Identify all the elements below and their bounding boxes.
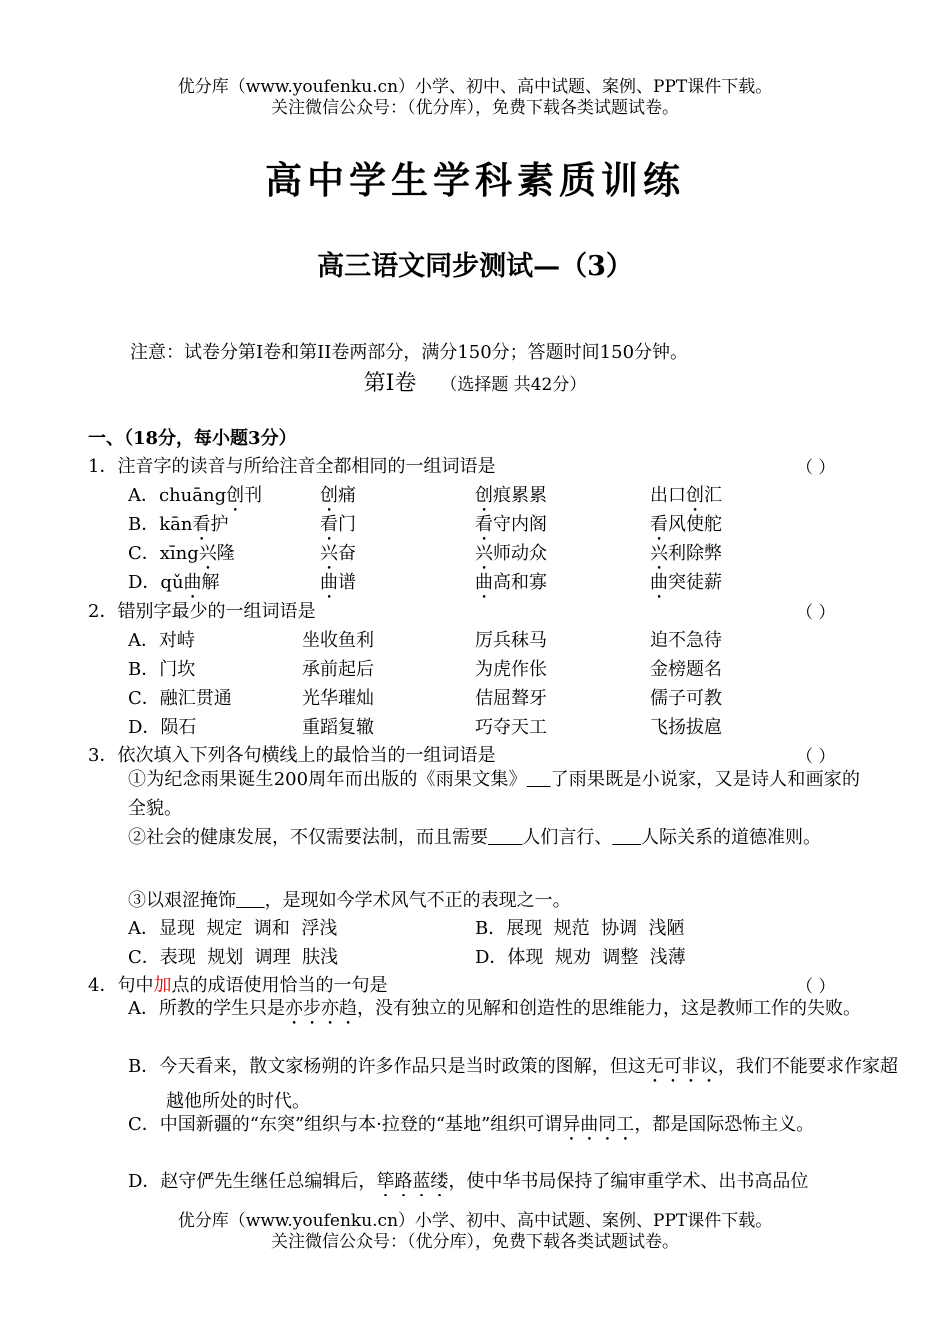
q3-option-d: D．体现 规劝 调整 浅薄 (475, 947, 686, 968)
footer-line-1: 优分库（www.youfenku.cn）小学、初中、高中试题、案例、PPT课件下载。 (177, 1211, 773, 1231)
q2-b-1: B．门坎 (128, 659, 196, 680)
question-2-stem: 2．错别字最少的一组词语是 (88, 601, 316, 622)
q2-d-4: 飞扬拔扈 (650, 717, 722, 738)
q1-b-label: B．kān (128, 514, 193, 535)
volume-heading (0, 366, 950, 397)
q2-c-4: 儒子可教 (650, 688, 722, 709)
q2-c-2: 光华璀灿 (302, 688, 374, 709)
q1-c-word-3: 兴师动众 (475, 543, 547, 564)
sub-title: 高三语文同步测试—（3） (317, 251, 633, 282)
q1-option-c: C．xīng兴隆 (128, 543, 235, 564)
header-line-1: 优分库（www.youfenku.cn）小学、初中、高中试题、案例、PPT课件下载。 (177, 77, 773, 97)
q4-a-pre: A．所教的学生只是 (128, 998, 285, 1019)
q1-option-b: B．kān看护 (128, 514, 229, 535)
q4-option-c (128, 1110, 898, 1145)
q1-c-word-2: 兴奋 (320, 543, 356, 564)
q4-stem-red: 加 (153, 975, 172, 996)
q2-d-2: 重蹈复辙 (302, 717, 374, 738)
answer-bracket-3: （ ） (796, 747, 836, 767)
q3-s3-part-b: ，是现如今学术风气不正的表现之一。 (264, 890, 571, 911)
header-line-2: 关注微信公众号：（优分库），免费下载各类试题试卷。 (271, 98, 679, 118)
q4-a-idiom: 亦步亦趋 (285, 998, 357, 1019)
q3-sentence-2 (128, 823, 860, 852)
q4-b-idiom: 无可非议 (645, 1056, 718, 1077)
q3-blank-2 (488, 827, 522, 848)
answer-bracket-1: （ ） (796, 458, 836, 478)
q4-b-post: ，我们不能要求作家超越他所处的时代。 (166, 1056, 899, 1112)
q1-a-label: A．chuāng (128, 485, 227, 506)
q3-s2-part-c: 人际关系的道德准则。 (640, 827, 821, 848)
question-1-stem: 1．注音字的读音与所给注音全都相同的一组词语是 (88, 456, 496, 477)
q1-a-word-4: 出口创汇 (650, 485, 722, 506)
q4-c-idiom: 异曲同工 (562, 1114, 635, 1135)
q1-a-word-1: 创刊 (226, 485, 263, 506)
page-header (0, 77, 950, 119)
q3-s1-part-a: ①为纪念雨果诞生200周年而出版的《雨果文集》 (128, 769, 527, 790)
q1-d-label: D．qǔ (128, 572, 184, 593)
volume-label: 第Ⅰ卷 (363, 371, 417, 396)
q4-option-b (128, 1052, 898, 1116)
q2-b-2: 承前起后 (302, 659, 374, 680)
q3-blank-1 (527, 769, 551, 790)
q3-option-c: C．表现 规划 调理 肤浅 (128, 947, 339, 968)
q4-b-pre: B．今天看来，散文家杨朔的许多作品只是当时政策的图解，但这 (128, 1056, 646, 1077)
q2-a-2: 坐收鱼利 (302, 630, 374, 651)
q1-a-word-3: 创痕累累 (475, 485, 547, 506)
q4-d-pre: D．赵守俨先生继任总编辑后， (128, 1171, 377, 1192)
main-title: 高中学生学科素质训练 (265, 159, 685, 202)
section-heading: 一、（18分，每小题3分） (88, 428, 297, 449)
q2-d-1: D．陨石 (128, 717, 197, 738)
q2-b-4: 金榜题名 (650, 659, 722, 680)
q2-d-3: 巧夺天工 (475, 717, 547, 738)
q2-c-1: C．融汇贯通 (128, 688, 232, 709)
q3-blank-3 (612, 827, 641, 848)
q3-s2-part-a: ②社会的健康发展，不仅需要法制，而且需要 (128, 827, 488, 848)
q3-s3-part-a: ③以艰涩掩饰 (128, 890, 236, 911)
q1-c-word-4: 兴利除弊 (650, 543, 722, 564)
footer-line-2: 关注微信公众号：（优分库），免费下载各类试题试卷。 (271, 1232, 679, 1252)
q1-b-word-2: 看门 (320, 514, 356, 535)
q3-s1-part-b: 了雨果既是小说家，又是诗人和画家的全貌。 (128, 769, 861, 819)
q4-stem-post: 点的成语使用恰当的一句是 (171, 975, 388, 996)
q3-option-a: A．显现 规定 调和 浮浅 (128, 918, 338, 939)
q2-a-4: 迫不急待 (650, 630, 722, 651)
volume-note: （选择题 共42分） (440, 375, 587, 395)
q1-option-d: D．qǔ曲解 (128, 572, 220, 593)
q3-s2-part-b: 人们言行、 (522, 827, 613, 848)
q1-b-word-4: 看风使舵 (650, 514, 722, 535)
q4-d-idiom: 筚路蓝缕 (376, 1171, 449, 1192)
answer-bracket-2: （ ） (796, 603, 836, 623)
q1-a-dotted: 创 (226, 485, 245, 506)
page-footer (0, 1211, 950, 1253)
q2-a-1: A．对峙 (128, 630, 195, 651)
question-3-stem: 3．依次填入下列各句横线上的最恰当的一组词语是 (88, 745, 496, 766)
q4-option-a (128, 994, 898, 1029)
q4-c-pre: C．中国新疆的“东突”组织与本·拉登的“基地”组织可谓 (128, 1114, 563, 1135)
q1-d-word-2: 曲谱 (320, 572, 356, 593)
q4-stem-pre: 4．句中 (88, 975, 154, 996)
q3-sentence-3 (128, 886, 571, 912)
q1-a-word-2: 创痛 (320, 485, 356, 506)
q2-a-3: 厉兵秣马 (475, 630, 547, 651)
q4-option-d (128, 1167, 898, 1196)
q1-d-word-4: 曲突徒薪 (650, 572, 722, 593)
q4-d-post: ，使中华书局保持了编审重学术、出书高品位 (448, 1171, 809, 1192)
q1-d-word-3: 曲高和寡 (475, 572, 547, 593)
q2-c-3: 佶屈聱牙 (475, 688, 547, 709)
q3-blank-4 (236, 890, 265, 911)
q1-b-word-3: 看守内阁 (475, 514, 547, 535)
q4-a-post: ，没有独立的见解和创造性的思维能力，这是教师工作的失败。 (357, 998, 861, 1019)
q1-c-label: C．xīng (128, 543, 199, 564)
q2-b-3: 为虎作伥 (475, 659, 547, 680)
exam-notice: 注意：试卷分第I卷和第II卷两部分，满分150分；答题时间150分钟。 (130, 342, 689, 363)
q3-sentence-1 (128, 765, 860, 823)
q3-option-b: B．展现 规范 协调 浅陋 (475, 918, 685, 939)
answer-bracket-4: （ ） (796, 977, 836, 997)
q4-c-post: ，都是国际恐怖主义。 (634, 1114, 815, 1135)
